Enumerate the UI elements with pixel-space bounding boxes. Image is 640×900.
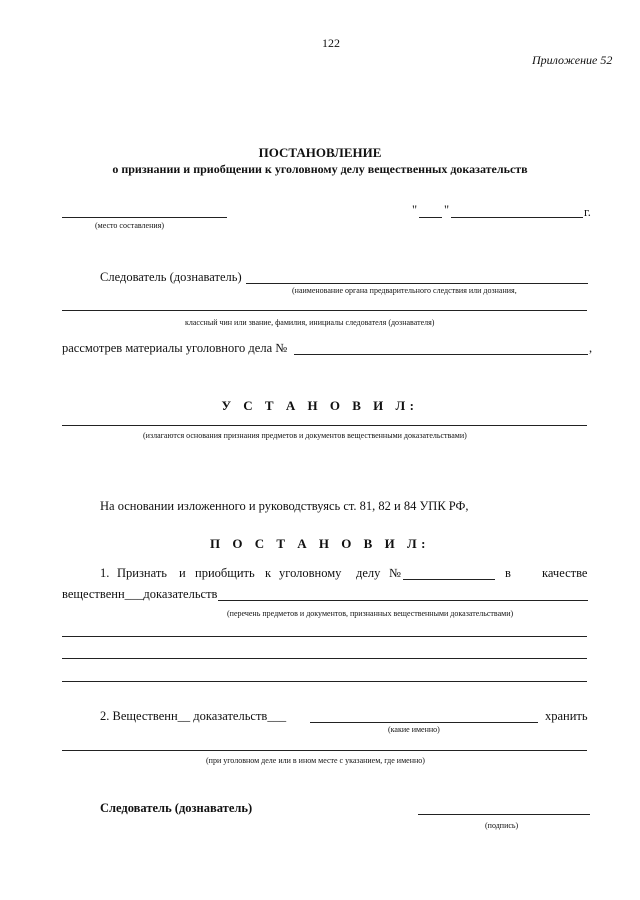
materials-comma: , (589, 341, 593, 355)
signature-label: Следователь (дознаватель) (100, 801, 253, 815)
item1-w5: к (265, 566, 272, 580)
item1-list-line-3 (62, 658, 587, 659)
item2-label: 2. Вещественн__ доказательств___ (100, 709, 287, 723)
item1-w2: Признать (117, 566, 167, 580)
investigator-line (246, 283, 588, 284)
organ-line (62, 310, 587, 311)
document-title: ПОСТАНОВЛЕНИЕ (258, 145, 382, 160)
item1-w10: качестве (542, 566, 588, 580)
item2-where-line (62, 750, 587, 751)
item2-which-line (310, 722, 538, 723)
investigator-label: Следователь (дознаватель) (100, 270, 242, 284)
item2-which-caption: (какие именно) (388, 725, 440, 734)
place-line (62, 217, 227, 218)
item1-w9: в (505, 566, 511, 580)
item1-w1: 1. (100, 566, 110, 580)
item1-w3: и (179, 566, 186, 580)
basis-text: На основании изложенного и руководствуясь ст. 81, 82 и 84 УПК РФ, (100, 499, 469, 513)
date-quote-close: " (444, 203, 450, 217)
date-month-line (451, 217, 583, 218)
page-number: 122 (322, 36, 340, 50)
signature-line (418, 814, 590, 815)
signature-caption: (подпись) (485, 821, 519, 830)
rank-caption: классный чин или звание, фамилия, инициалы следователя (дознавателя) (185, 318, 435, 327)
document-subtitle: о признании и приобщении к уголовному делу вещественных доказательств (112, 162, 528, 176)
organ-caption: (наименование органа предварительного следствия или дознания, (292, 286, 517, 295)
item1-list-line-2 (62, 636, 587, 637)
item1-w7: делу (356, 566, 381, 580)
place-caption: (место составления) (95, 221, 164, 230)
date-quote-open: " (412, 203, 418, 217)
item2-keep: хранить (545, 709, 588, 723)
appendix-label: Приложение 52 (532, 53, 613, 67)
item1-list-line-4 (62, 681, 587, 682)
decreed-heading: П О С Т А Н О В И Л: (210, 536, 430, 551)
materials-label: рассмотрев материалы уголовного дела № (62, 341, 288, 355)
item2-where-caption: (при уголовном деле или в ином месте с указанием, где именно) (206, 756, 425, 765)
item1-caption: (перечень предметов и документов, признанных вещественными доказательствами) (227, 609, 514, 618)
case-number-line (294, 354, 588, 355)
item1-case-number-line (403, 579, 495, 580)
established-heading: У С Т А Н О В И Л: (221, 398, 419, 413)
grounds-line (62, 425, 587, 426)
item1-line2: вещественн___доказательств (62, 587, 218, 601)
item1-w6: уголовному (279, 566, 342, 580)
date-year-suffix: г. (584, 205, 591, 219)
grounds-caption: (излагаются основания признания предметов и документов вещественными доказательствами) (143, 431, 467, 440)
item1-w8: № (389, 566, 401, 580)
date-day-line (419, 217, 442, 218)
item1-list-line (218, 600, 588, 601)
item1-w4: приобщить (195, 566, 255, 580)
